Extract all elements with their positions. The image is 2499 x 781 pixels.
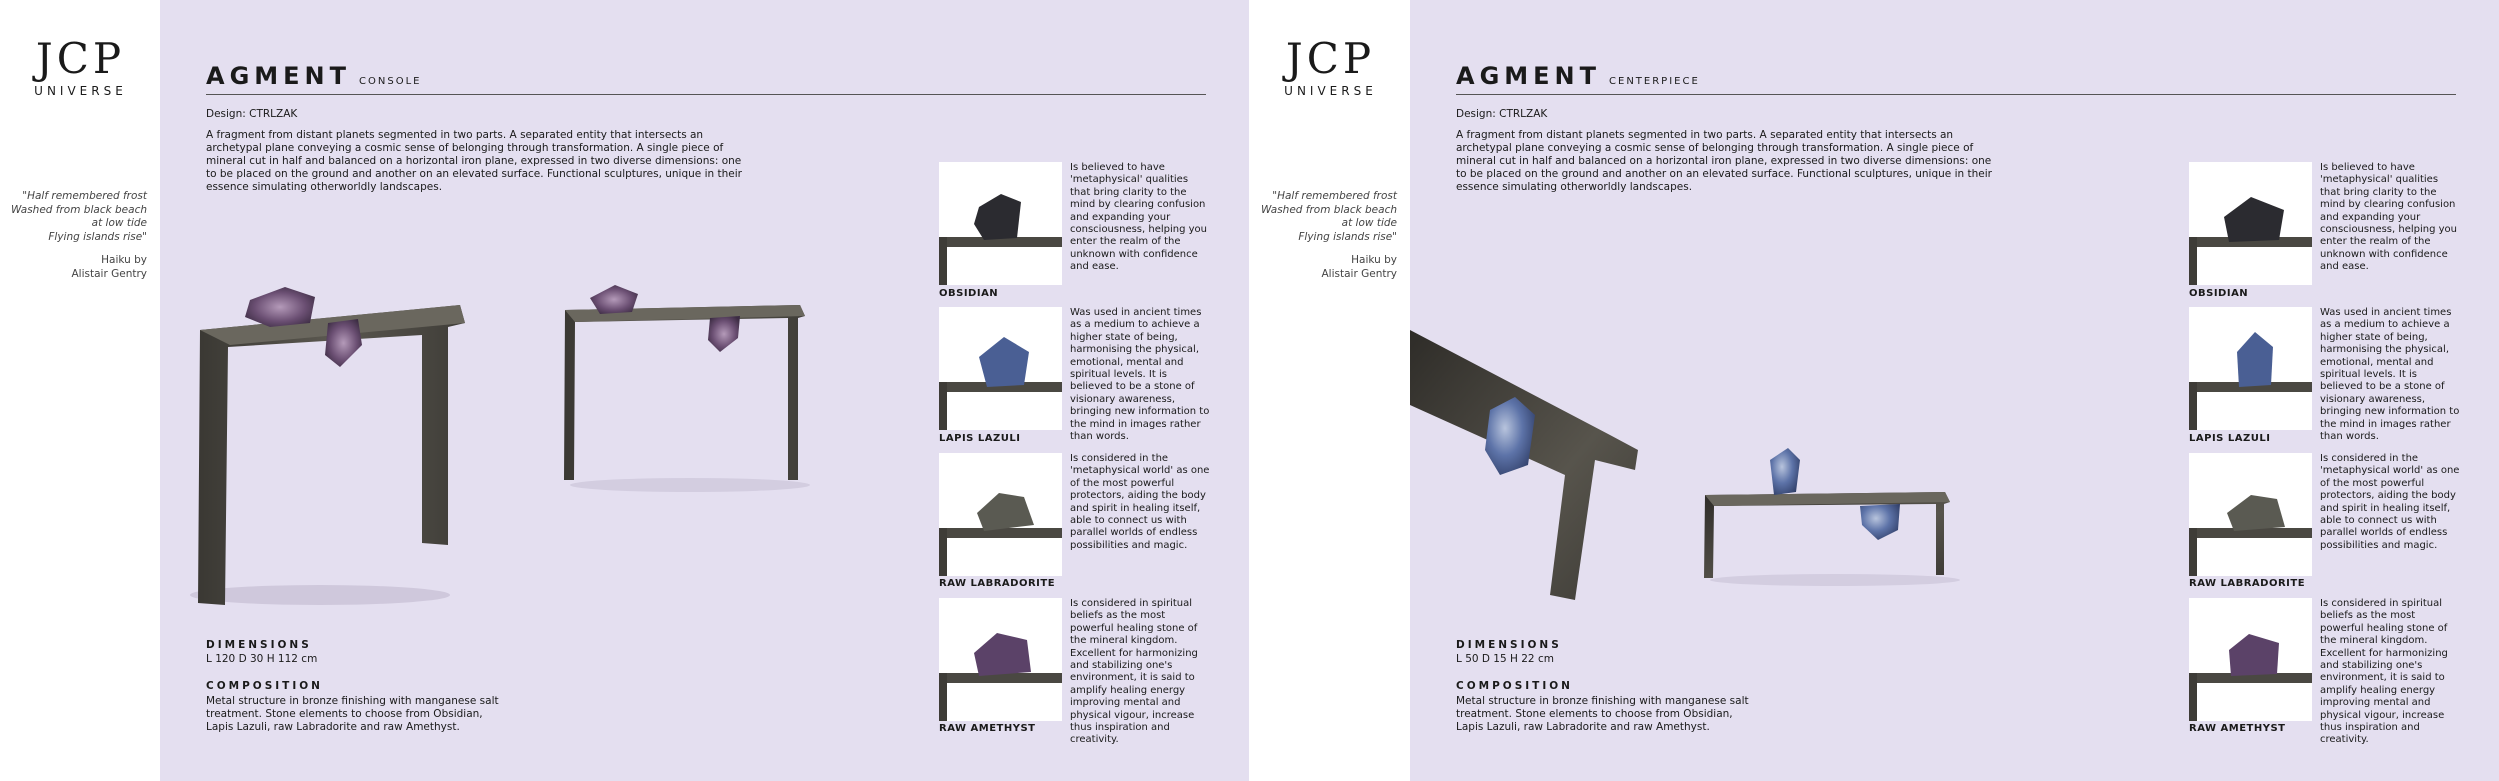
title-row (1456, 62, 2456, 95)
composition-label: COMPOSITION (1456, 680, 1573, 692)
composition-text: Metal structure in bronze finishing with manganese salt treatment. Stone elements to choose from Obsidian, Lapis Lazuli, raw Labradorite and raw Amethyst. (206, 695, 499, 733)
composition-label: COMPOSITION (206, 680, 323, 692)
product-description: A fragment from distant planets segmented in two parts. A separated entity that intersects an archetypal plane conveying a cosmic sense of belonging through transformation. A single piece of mineral cut in half and balanced on a horizontal iron plane, expressed in two diverse dimensions: one to be placed on the ground and another on an elevated surface. Functional sculptures, unique in their essence simulating otherworldly landscapes. (206, 129, 742, 193)
spread-centerpiece (1250, 0, 2499, 781)
brand-logo (28, 36, 133, 98)
stone-image-obsidian (939, 162, 1062, 285)
haiku-line: at low tide (1341, 217, 1397, 229)
haiku-line: Washed from black beach (1260, 203, 1397, 216)
stone-text-amethyst: Is considered in spiritual beliefs as the most powerful healing stone of the mineral kingdom. Excellent for harmonizing and stabilizing one's environment, it is said to amplify healing energy improving mental and physical vigour, increase thus inspiration and creativity. (1070, 598, 1198, 746)
logo-wordmark: UNIVERSE (1284, 84, 1377, 98)
haiku-line: Flying islands rise" (1298, 230, 1397, 243)
sidebar (1250, 0, 1410, 781)
page-centerpiece (1410, 0, 2499, 781)
page-console (160, 0, 1249, 781)
product-description: A fragment from distant planets segmented in two parts. A separated entity that intersects an archetypal plane conveying a cosmic sense of belonging through transformation. A single piece of mineral cut in half and balanced on a horizontal iron plane, expressed in two diverse dimensions: one to be placed on the ground and another on an elevated surface. Functional sculptures, unique in their essence simulating otherworldly landscapes. (1456, 129, 1992, 193)
stone-name-lapis-lazuli: LAPIS LAZULI (939, 433, 1021, 444)
title-row (206, 62, 1206, 95)
stone-text-obsidian: Is believed to have 'metaphysical' qualities that bring clarity to the mind by clearing confusion and expanding your consciousness, helping you enter the realm of the unknown with confidence and ease. (1070, 162, 1208, 273)
console-small-photo (560, 280, 820, 495)
haiku-line: "Half remembered frost (1272, 190, 1397, 202)
stone-image-amethyst (2189, 598, 2312, 721)
stone-name-amethyst: RAW AMETHYST (2189, 723, 2286, 734)
sidebar (0, 0, 160, 781)
page-subtitle: CONSOLE (359, 76, 422, 87)
designer-credit: Design: CTRLZAK (1456, 108, 1548, 120)
stone-name-obsidian: OBSIDIAN (939, 288, 999, 299)
centerpiece-small-photo (1700, 440, 1970, 590)
stone-text-obsidian: Is believed to have 'metaphysical' qualities that bring clarity to the mind by clearing confusion and expanding your consciousness, helping you enter the realm of the unknown with confidence and ease. (2320, 162, 2458, 273)
stone-name-amethyst: RAW AMETHYST (939, 723, 1036, 734)
logo-mark: JCP (1285, 34, 1376, 83)
stone-text-labradorite: Is considered in the 'metaphysical world' as one of the most powerful protectors, aiding the body and spirit in healing itself, able to connect us with parallel worlds of endless possibilities and magic. (1070, 453, 1210, 551)
lapis-stone-closeup (1485, 397, 1535, 475)
haiku (0, 190, 147, 281)
dimensions-value: L 50 D 15 H 22 cm (1456, 653, 1554, 665)
stone-name-labradorite: RAW LABRADORITE (939, 578, 1056, 589)
haiku-credit: Haiku by (1351, 254, 1397, 266)
centerpiece-large-photo (1410, 325, 1650, 615)
stone-name-labradorite: RAW LABRADORITE (2189, 578, 2306, 589)
dimensions-value: L 120 D 30 H 112 cm (206, 653, 318, 665)
stone-image-lapis-lazuli (2189, 307, 2312, 430)
haiku-credit: Haiku by (101, 254, 147, 266)
stone-image-labradorite (939, 453, 1062, 576)
stone-image-amethyst (939, 598, 1062, 721)
composition-text: Metal structure in bronze finishing with manganese salt treatment. Stone elements to choose from Obsidian, Lapis Lazuli, raw Labradorite and raw Amethyst. (1456, 695, 1749, 733)
stone-text-lapis-lazuli: Was used in ancient times as a medium to achieve a higher state of being, harmonising the physical, emotional, mental and spiritual levels. It is believed to be a stone of visionary awareness, bringing new information to the mind in images rather than words. (1070, 307, 1210, 443)
haiku-author: Alistair Gentry (1321, 267, 1397, 280)
stone-image-labradorite (2189, 453, 2312, 576)
console-large-photo (190, 275, 480, 615)
haiku-line: Flying islands rise" (48, 230, 147, 243)
stone-text-labradorite: Is considered in the 'metaphysical world' as one of the most powerful protectors, aiding the body and spirit in healing itself, able to connect us with parallel worlds of endless possibilities and magic. (2320, 453, 2460, 551)
page-title: AGMENT (206, 62, 352, 90)
brand-logo (1278, 36, 1383, 98)
spread-console (0, 0, 1249, 781)
designer-credit: Design: CTRLZAK (206, 108, 298, 120)
stone-name-lapis-lazuli: LAPIS LAZULI (2189, 433, 2271, 444)
logo-mark: JCP (35, 34, 126, 83)
page-title: AGMENT (1456, 62, 1602, 90)
dimensions-label: DIMENSIONS (1456, 639, 1562, 651)
haiku (1247, 190, 1397, 281)
haiku-line: "Half remembered frost (22, 190, 147, 202)
stone-text-lapis-lazuli: Was used in ancient times as a medium to achieve a higher state of being, harmonising the physical, emotional, mental and spiritual levels. It is believed to be a stone of visionary awareness, bringing new information to the mind in images rather than words. (2320, 307, 2460, 443)
page-subtitle: CENTERPIECE (1609, 76, 1700, 87)
dimensions-label: DIMENSIONS (206, 639, 312, 651)
stone-image-obsidian (2189, 162, 2312, 285)
haiku-author: Alistair Gentry (71, 267, 147, 280)
amethyst-stone-hanging (325, 319, 362, 367)
stone-text-amethyst: Is considered in spiritual beliefs as the most powerful healing stone of the mineral kingdom. Excellent for harmonizing and stabilizing one's environment, it is said to amplify healing energy improving mental and physical vigour, increase thus inspiration and creativity. (2320, 598, 2448, 746)
stone-name-obsidian: OBSIDIAN (2189, 288, 2249, 299)
haiku-line: Washed from black beach (10, 203, 147, 216)
amethyst-stone-top (245, 287, 315, 327)
stone-image-lapis-lazuli (939, 307, 1062, 430)
haiku-line: at low tide (91, 217, 147, 229)
logo-wordmark: UNIVERSE (34, 84, 127, 98)
